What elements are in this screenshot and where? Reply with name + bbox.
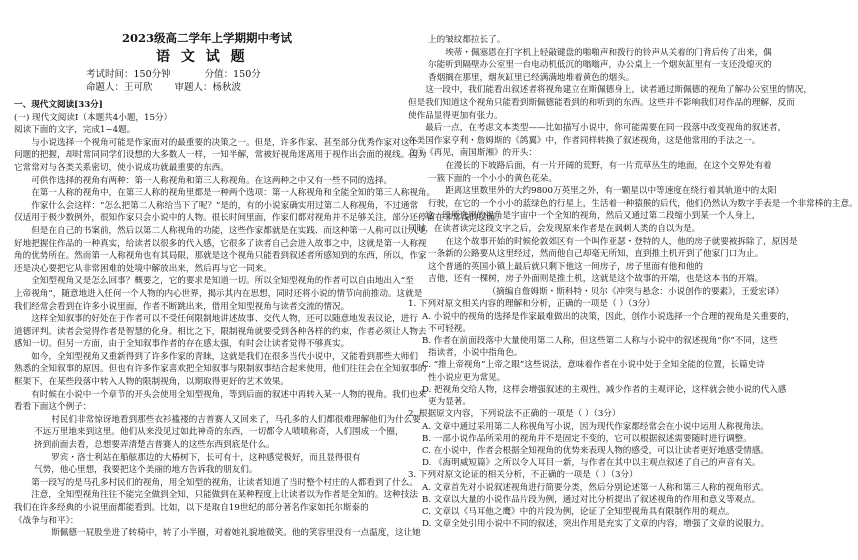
- exam-time-score: [86, 66, 261, 80]
- exam-authors: [86, 79, 241, 93]
- question-1: 1. 下列对原文相关内容的理解和分析，正确的一项是（ ）（3分） A. 小说中的视角的选择是作家最难做出的决策，因此，创作小说选择一个合理的视角是关重要的， 不可轻视。 B. 作者在前面段落中大量使用第二人称，但这些第二人称与小说中的叙述视角“你”不同，这些 指读者，小说中指角色。 C. “推上帝视角”上帝之眼”这些说法，意味着作者在小说中处于全知全能的位置，长篇史诗 性小说应更为常见。 D. 把视角交给人物，这样会增强叙述的主观性，减少作者的主观评论，这样就会使小说的代入感 更为显著。: [408, 299, 795, 408]
- citation: （摘编自詹姆斯・斯科特・贝尔《冲突与悬念：小说创作的要素》，王爱宏译）: [487, 286, 784, 297]
- paragraph: 有时候在小说中一个章节的开头会使用全知型视角，等到后面的叙述中再转入某一人物的视角。我们也来 看看下面这个例子：: [14, 389, 427, 413]
- question-3: [408, 469, 786, 530]
- option-a[interactable]: A. 小说中的视角的选择是作家最难做出的决策，因此，创作小说选择一个合理的视角是关重要的，: [422, 311, 795, 322]
- question-stem: 2. 根据原文内容，下列说法不正确的一项是（ ）（3分）: [408, 409, 621, 420]
- paragraph: 第一段写的是马孔多村民们的视角，用全知型的视角，让读者知道了当时整个村庄的人都看到了什么。: [31, 477, 418, 488]
- block-quote: 埃蒂・佩塞恩在打字机上轻敲键盘的啪啪声和拨行的铃声从关着的门背后传了出来，偶 尔能听到隔壁办公室里一台电动机低沉的嗡嗡声，办公桌上一个烟灰缸里有一支还没熄灭的 香烟搁在那里，烟灰缸里已经满满地堆着黄色的烟头。: [428, 47, 772, 83]
- paragraph: 可供作选择的视角有两种：第一人称视角和第三人称视角。在这两种之中又有一些不同的选择。: [31, 175, 393, 186]
- option-b[interactable]: B. 一部小说作品所采用的视角并不是固定不变的，它可以根据叙述需要随时进行调整。: [422, 433, 752, 444]
- paragraph: 全知型视角又是怎么回事？概要之，它的要求是知道一切。所以全知型视角的作者可以自由地出入“至 上帝视角”，随意地进入任何一个人物的内心世界，揭示其内在思想，同时还将小说的情节向前推动。这就是 我们经常会看到在许多小说里面，作者不断跳出来，借用全知型视角与读者交流的情况。: [14, 276, 423, 312]
- block-quote: 斯佩德一屁股坐进了转椅中，转了小半圈，对着她礼貌地微笑。他的笑容里没有一点温度，这让她: [51, 528, 421, 539]
- paragraph: 与小说选择一个视角可能是作家面对的最重要的决策之一。但是，许多作家、甚至部分优秀作家对这个 问题的把握，却时常同同学们设想的大多数人一样，一知半解，常被好视角迷离用于视作出会面的视线。因为 它常常对与各类关系密切，使小说成功就最重要的东西。: [14, 137, 427, 173]
- section-heading: 一、现代文阅读[33分]: [14, 100, 103, 110]
- option-a[interactable]: A. 文章首先对小说叙述视角进行简要分类，然后分别论述第一人称和第三人称的视角形式。: [422, 482, 769, 493]
- block-quote: 在这个故事开始的时候伦敦郊区有一个叫作亚瑟・登特的人，他的房子就要被拆除了，原因是 一条新的公路要从这里经过，然而他自己却毫无所知，直到推土机开到了他家门口为止。 这个普通的英国小镇上最后就只剩下他这一间房子，房子里面有他和他的 吉他，还有一棵树，房子外面则是推土机，这就是这个故事的开端，也是这本书的开端。: [428, 236, 798, 285]
- score-label: 分值：150分: [204, 69, 261, 80]
- option-c[interactable]: C. 文章以《马耳他之鹰》中的片段为例，论证了全知型视角具有限制作用的观点。: [422, 506, 735, 517]
- option-d[interactable]: D. 把视角交给人物，这样会增强叙述的主观性，减少作者的主观评论，这样就会使小说的代入感: [422, 384, 787, 395]
- paragraph: 最后一点，在考虑文本类型——比如描写小说中，你可能需要在同一段落中改变视角的叙述者， 在美国作家亨利・詹姆斯的《鸽翼》中，作者同样转换了叙述视角，这是他常用的手法之一。 之①《再见，南国斯湘》的开头：: [408, 123, 787, 159]
- author-label: 命题人：王可欣: [86, 82, 153, 93]
- block-quote: 在漫长的下坡路后面，有一片开阔的荒野，有一片荒草丛生的地面，在这个交界处有着 一簇下面的一个小小的黄色花朵。 距离这里数里外的大约9800万英里之外，有一颗星以中等速度在绕行着其轨道中的太阳 行驶，在它的一个小小的蓝绿色的行星上，生活着一种猿猴的后代，他们仍然认为数字手表是一个非常棒的主意。: [428, 160, 858, 209]
- block-quote: 村民们非常惊讶地看到那些衣衫褴褛的吉普赛人又回来了，马孔多的人们都很难理解他们为什么要 不远万里地来到这里。他们从来没见过如此神奇的东西，一切都令人啧啧称奇，人们围成一个圈， 挤到前面去看，总想要弄清楚吉普赛人的这些东西到底是什么。 罗宾・洛士利站在船舷那边的大椿树下，长可有十，这种感觉极好，而且显得很有 气势，他心里想，我要把这个美丽的地方告诉我的朋友们。: [34, 414, 421, 476]
- time-label: 考试时间：150分钟: [86, 69, 171, 80]
- paragraph: 作家什么会这样：“怎么把第二人称给当下了呢？”是的，有的小说家确实用过第二人称视角，不过通常 仅适用于极少数例外，很知作家只会小说中的人物。很长时间里面，作家们都对视角并不足够关注，部分还停留在非常浅的层面。: [14, 200, 504, 224]
- exam-title: 2023级高二学年上学期期中考试: [122, 31, 293, 45]
- paragraph: 在第一人称的视角中，在第三人称的视角里都是一种两个选项：第一人称视角和全能全知的第三人称视角。: [31, 188, 436, 199]
- question-stem: 3. 下列对原文论证的相关分析，不正确的一项是（ ）（3分）: [408, 470, 638, 481]
- block-quote: 上的皱纹都拉长了。: [428, 35, 506, 45]
- option-d[interactable]: D. 文章全处引用小说中不同的叙述，突出作用是充实了文章的内容，增强了文章的说服力。: [422, 519, 770, 530]
- paragraph: 但是在自己的书案前，然后以第二人称视角的功能，这些作家都就是在实践、而这种第一人称可以让人更 好地把握住作品的一种真实，给读者以很多的代入感，它很多了读者自己会进入故事之中，这就是第一人称视 角的优势所在。然而第一人称视角也有其局限，那就是这个视角只能看到叙述者所感知到的东西，所以，作家 还是决心要把它从非常困难的处境中解放出来，然后再与它一同来。: [14, 225, 427, 274]
- subject-title: 语 文 试 题: [156, 49, 248, 65]
- option-b[interactable]: B. 作者在前面段落中大量使用第二人称，但这些第二人称与小说中的叙述视角“你”不同，这些: [422, 336, 778, 347]
- paragraph: 如今，全知型视角又重新得到了许多作家的青睐，这就是我们在很多当代小说中，又能看到那些大师们 熟悉的全知叙事的原因。但也有许多作家喜欢把全知叙事与限制叙事结合起来使用，他们往往会在全知叙事的 框架下，在某些段落中转入人物的限制视角，以期取得更好的艺术效果。: [14, 351, 427, 388]
- paragraph: 注意，全知型视角往往不能完全做到全知，只能做到在某种程度上让读者以为作者是全知的。这种技法 我们在许多经典的小说里面都能看到。比如，以下是取自19世纪的部分著名作家如托尔斯泰的 《战争与和平》：: [14, 490, 418, 526]
- paragraph: 这样全知叙事的好处在于作者可以不受任何限制地讲述故事、交代人物，还可以随意地发表议论，进行 道德评判。读者会觉得作者是智慧的化身。相比之下，限制视角就要受到各种各样的约束，作者必须让人物去 感知一切。但另一方面，由于全知叙事作者的存在感太强，有时会让读者觉得不够真实。: [14, 314, 427, 350]
- option-b[interactable]: B. 文章以大量的小说作品片段为例，通过对比分析提出了叙述视角的作用和意义等观点。: [422, 494, 761, 505]
- option-c[interactable]: C. “推上帝视角”上帝之眼”这些说法，意味着作者在小说中处于全知全能的位置，长篇史诗: [422, 360, 765, 371]
- reading-instruction: 阅读下面的文字，完成1~4题。: [14, 125, 136, 136]
- option-c[interactable]: C. 在小说中，作者会根据全知视角的优势来表现人物的感受，可以让读者更好地感受情感。: [422, 445, 769, 456]
- paragraph: 这一段所选用的视角是宇宙中一个全知的视角，然后又通过第二段缩小到某一个人身上， 同时，在读者读完这段文字之后，会发现原来作者是在讽刺人类的自以为是。: [408, 211, 761, 234]
- option-d[interactable]: D. 《海明威短篇》之所以令人耳目一新，与作者在其中以主观点叙述了自己的声音有关。: [422, 458, 761, 469]
- right-body: [408, 34, 858, 530]
- option-a[interactable]: A. 文章中通过采用第二人称视角写小说，因为现代作家都经常会在小说中运用人称视角法。: [422, 421, 769, 432]
- reviewer-label: 审题人：杨秋波: [174, 82, 242, 93]
- question-2: [408, 408, 786, 469]
- right-column: [408, 0, 858, 560]
- question-stem: 1. 下列对原文相关内容的理解和分析，正确的一项是（ ）（3分）: [408, 299, 655, 310]
- left-body: [14, 99, 504, 540]
- subsection-heading: (一) 现代文阅读Ⅰ（本题共4小题，15分）: [14, 112, 173, 123]
- paragraph: 这一段中，我们能看出叙述者将视角建立在斯佩德身上，读者通过斯佩德的视角了解办公室里的情况， 但是我们知道这个视角只能看到斯佩德能看到的和听到的东西。这些并不影响我们对作品的理解，反而 使作品显得更加有张力。: [408, 85, 812, 121]
